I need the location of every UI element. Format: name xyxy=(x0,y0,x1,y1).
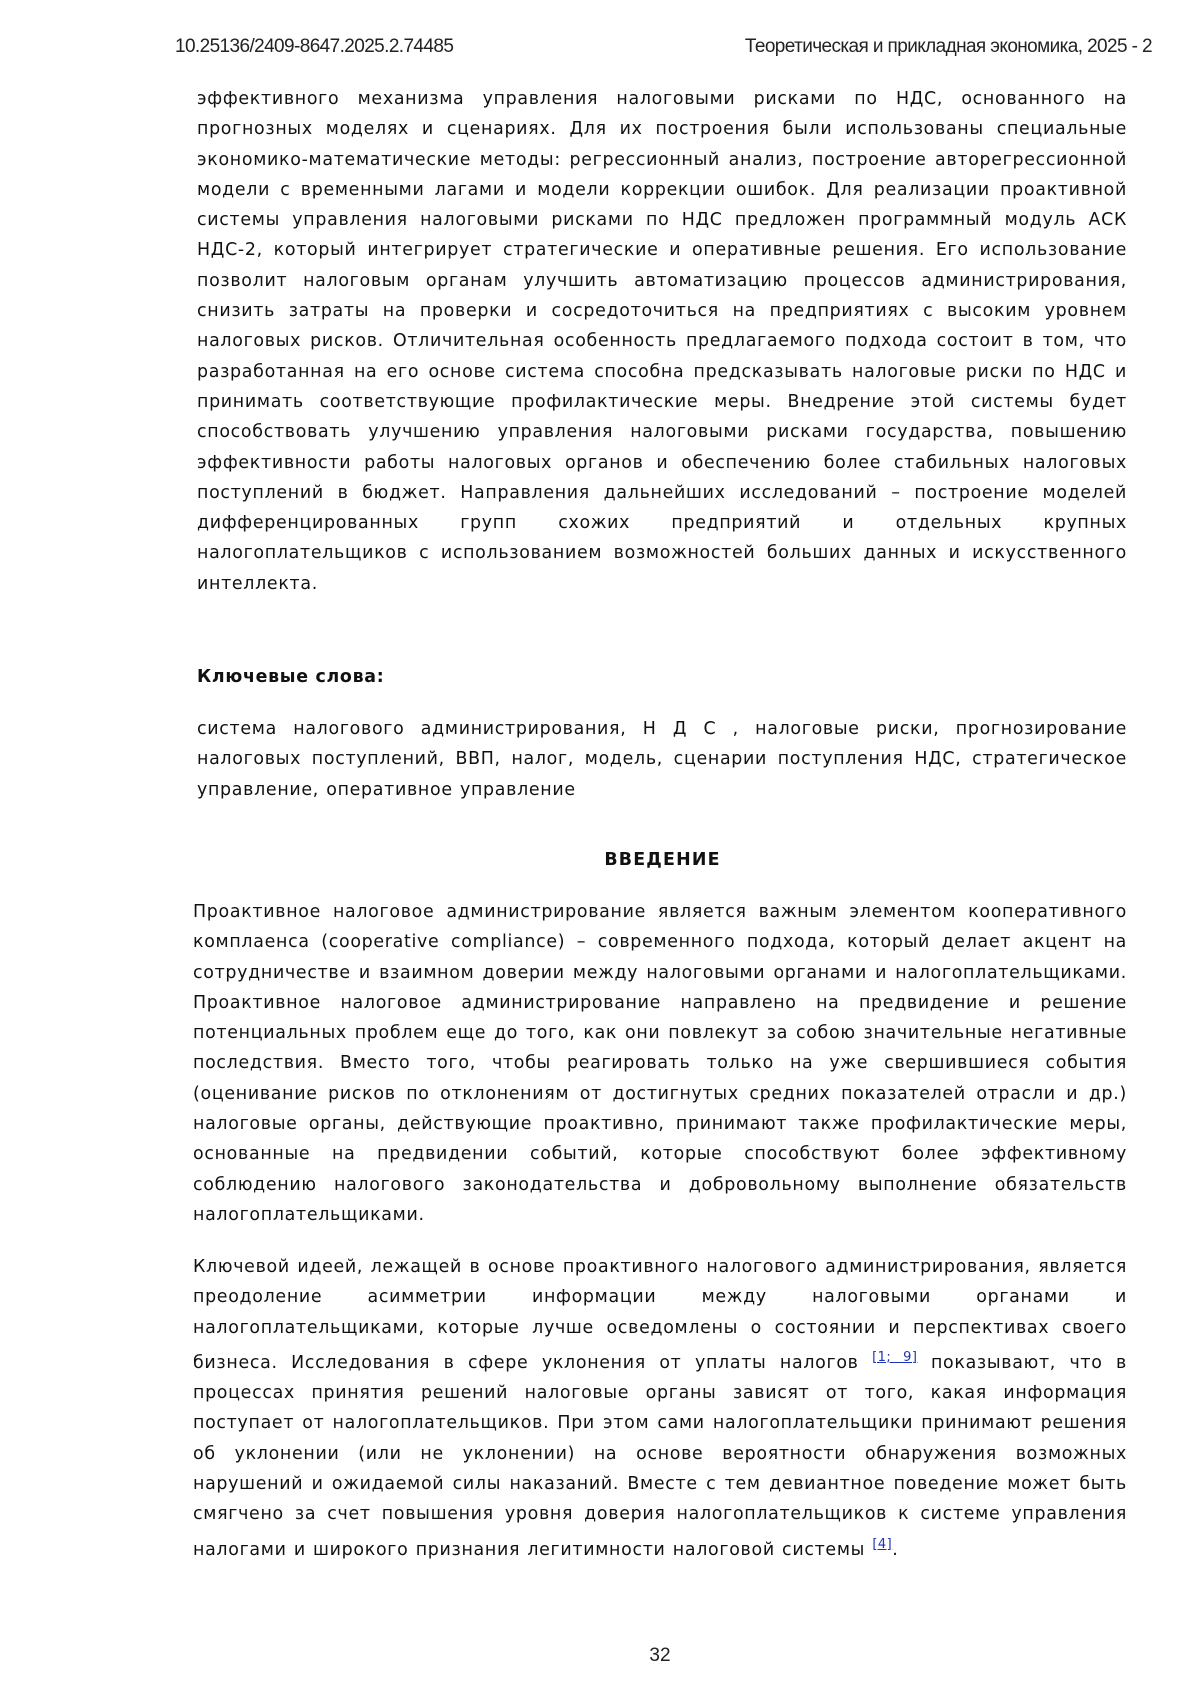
keywords-list: система налогового администрирования, Н Д С , налоговые риски, прогнозирование налоговых поступлений, ВВП, налог, модель, сценарии поступления НДС, стратегическое управление, оперативное управление xyxy=(197,714,1127,805)
citation-link-1-9[interactable]: [1; 9] xyxy=(872,1350,917,1365)
introduction-paragraph-1: Проактивное налоговое администрирование является важным элементом кооперативного комплаенса (cooperative compliance) – современного подхода, который делает акцент на сотрудничестве и взаимном доверии между налоговыми органами и налогоплательщиками. Проактивное налоговое администрирование направлено на предвидение и решение потенциальных проблем еще до того, как они повлекут за собою значительные негативные последствия. Вместо того, чтобы реагировать только на уже свершившиеся события (оценивание рисков по отклонениям от достигнутых средних показателей отрасли и др.) налоговые органы, действующие проактивно, принимают также профилактические меры, основанные на предвидении событий, которые способствуют более эффективному соблюдению налогового законодательства и добровольному выполнение обязательств налогоплательщиками. xyxy=(193,897,1127,1230)
abstract-paragraph: эффективного механизма управления налоговыми рисками по НДС, основанного на прогнозных моделях и сценариях. Для их построения были использованы специальные экономико-математические методы: регрессионный анализ, построение авторегрессионной модели с временными лагами и модели коррекции ошибок. Для реализации проактивной системы управления налоговыми рисками по НДС предложен программный модуль АСК НДС-2, который интегрирует стратегические и оперативные решения. Его использование позволит налоговым органам улучшить автоматизацию процессов администрирования, снизить затраты на проверки и сосредоточиться на предприятиях с высоким уровнем налоговых рисков. Отличительная особенность предлагаемого подхода состоит в том, что разработанная на его основе система способна предсказывать налоговые риски по НДС и принимать соответствующие профилактические меры. Внедрение этой системы будет способствовать улучшению управления налоговыми рисками государства, повышению эффективности работы налоговых органов и обеспечению более стабильных налоговых поступлений в бюджет. Направления дальнейших исследований – построение моделей дифференцированных групп схожих предприятий и отдельных крупных налогоплательщиков с использованием возможностей больших данных и искусственного интеллекта. xyxy=(197,84,1127,599)
paragraph-text-part-1: Ключевой идеей, лежащей в основе проактивного налогового администрирования, является преодоление асимметрии информации между налоговыми органами и налогоплательщиками, которые лучше осведомлены о состоянии и перспективах своего бизнеса. Исследования в сфере уклонения от уплаты налогов xyxy=(193,1257,1127,1373)
doi-header: 10.25136/2409-8647.2025.2.74485 xyxy=(175,36,453,58)
journal-header: Теоретическая и прикладная экономика, 2025 - 2 xyxy=(745,36,1152,58)
keywords-heading: Ключевые слова: xyxy=(197,667,384,687)
section-title-introduction: ВВЕДЕНИЕ xyxy=(0,850,1200,870)
paragraph-text-part-2: показывают, что в процессах принятия решений налоговые органы зависят от того, какая информация поступает от налогоплательщиков. При этом сами налогоплательщики принимают решения об уклонении (или не уклонении) на основе вероятности обнаружения возможных нарушений и ожидаемой силы наказаний. Вместе с тем девиантное поведение может быть смягчено за счет повышения уровня доверия налогоплательщиков к системе управления налогами и широкого признания легитимности налоговой системы xyxy=(193,1353,1127,1560)
introduction-paragraph-2 xyxy=(193,1252,1127,1565)
page-number: 32 xyxy=(0,1645,1200,1667)
paragraph-end-punctuation: . xyxy=(892,1540,898,1560)
citation-link-4[interactable]: [4] xyxy=(872,1537,892,1552)
